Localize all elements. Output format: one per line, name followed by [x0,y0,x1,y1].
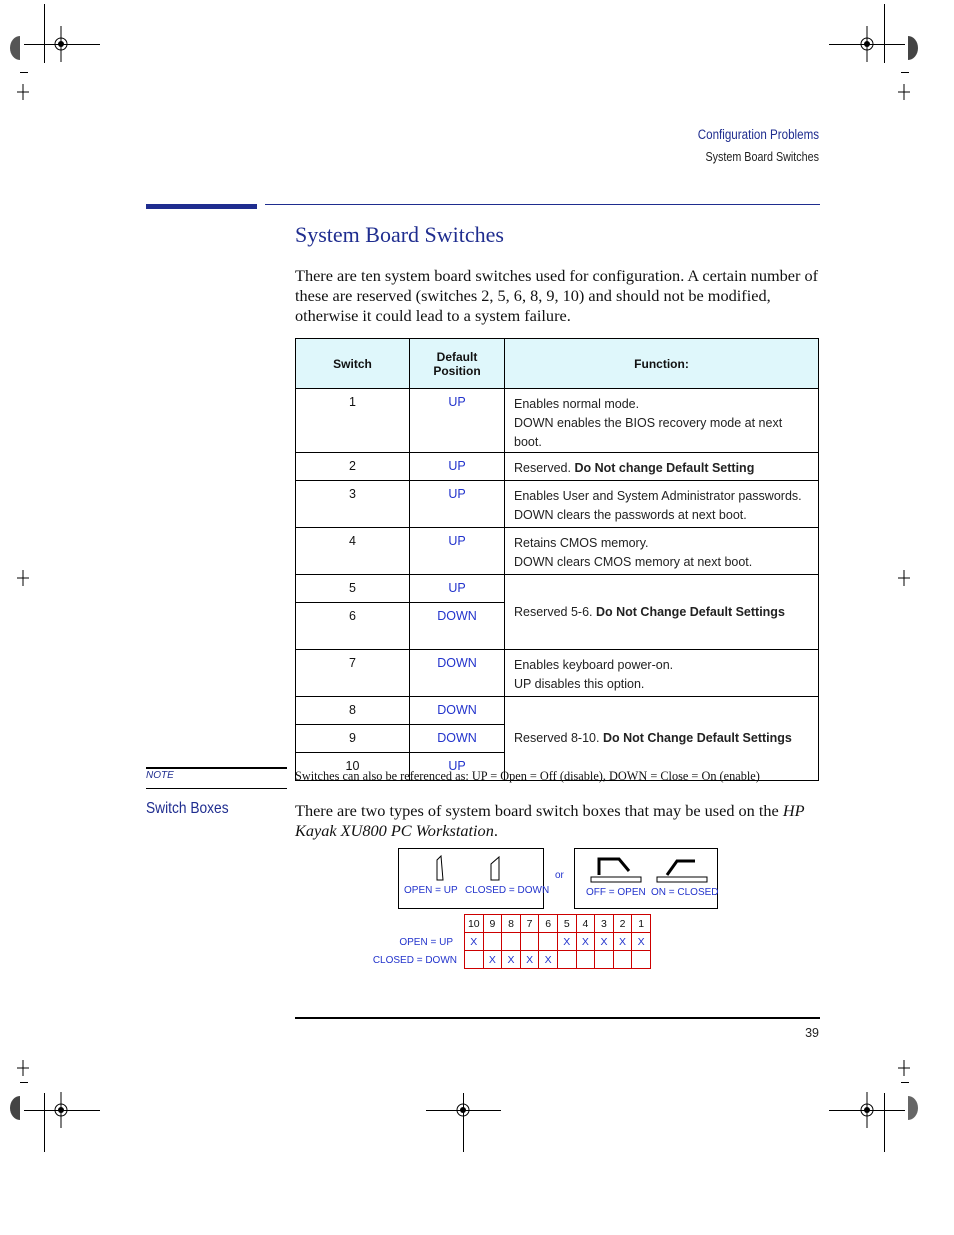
off-open-label: OFF = OPEN [586,887,646,898]
grid-cell [613,951,632,969]
grid-cell [465,951,484,969]
default-position: DOWN [410,725,505,753]
default-position: DOWN [410,650,505,697]
grid-cell: X [595,933,614,951]
closed-down-label: CLOSED = DOWN [465,885,550,896]
grid-col-label: 7 [520,915,539,933]
switch-box-type-1 [398,848,550,909]
grid-cell [576,951,595,969]
grid-col-label: 1 [632,915,651,933]
open-up-label: OPEN = UP [404,885,458,896]
function-cell: Enables normal mode. DOWN enables the BIOS recovery mode at next boot. [505,389,819,453]
grid-cell [632,951,651,969]
grid-cell: X [632,933,651,951]
grid-col-label: 4 [576,915,595,933]
note-text: Switches can also be referenced as: UP = Open = Off (disable), DOWN = Close = On (enable) [295,769,760,783]
function-cell: Reserved 8-10. Do Not Change Default Settings [505,697,819,781]
default-position: DOWN [410,603,505,650]
grid-col-label: 3 [595,915,614,933]
note-rule-bottom [146,788,287,789]
grid-cell: X [557,933,576,951]
default-position: UP [410,528,505,575]
footer-rule [295,1017,820,1019]
grid-col-label: 5 [557,915,576,933]
table-row [296,528,819,575]
note-label: NOTE [146,770,174,781]
function-cell: Enables keyboard power-on. UP disables this option. [505,650,819,697]
grid-cell [483,933,502,951]
switch-number: 9 [296,725,410,753]
header-default: Default Position [410,339,505,389]
table-row [296,697,819,725]
grid-cell [557,951,576,969]
function-cell: Reserved 5-6. Do Not Change Default Settings [505,575,819,650]
grid-cell: X [502,951,521,969]
page-number: 39 [805,1026,819,1040]
on-closed-label: ON = CLOSED [651,887,719,898]
table-row [296,481,819,528]
header-switch: Switch [296,339,410,389]
note-rule-top [146,767,287,769]
function-cell: Reserved. Do Not change Default Setting [505,453,819,481]
grid-cell: X [576,933,595,951]
slide-switch-icon [585,855,715,885]
header-function: Function: [505,339,819,389]
grid-open-row [465,933,651,951]
grid-cell [539,933,558,951]
switch-table [295,338,819,781]
switch-number: 1 [296,389,410,453]
switch-number: 2 [296,453,410,481]
switch-number: 4 [296,528,410,575]
switch-boxes-heading: Switch Boxes [146,800,229,817]
default-position: UP [410,481,505,528]
function-cell: Enables User and System Administrator passwords. DOWN clears the passwords at next boot. [505,481,819,528]
grid-row-label-closed: CLOSED = DOWN [372,955,457,966]
grid-col-label: 8 [502,915,521,933]
default-position: DOWN [410,697,505,725]
grid-cell [595,951,614,969]
switch-number: 7 [296,650,410,697]
grid-cell: X [520,951,539,969]
grid-col-label: 6 [539,915,558,933]
running-header-chapter: Configuration Problems [697,127,819,142]
intro-paragraph: There are ten system board switches used for configuration. A certain number of these are reserved (switches 2, 5, 6, 8, 9, 10) and should not be modified, otherwise it could lead to a system failure. [295,266,819,325]
table-row [296,453,819,481]
grid-closed-row [465,951,651,969]
table-row [296,389,819,453]
grid-cell: X [539,951,558,969]
running-header-section: System Board Switches [705,150,819,164]
rocker-switch-icon [429,854,539,884]
default-position: UP [410,575,505,603]
grid-cell: X [483,951,502,969]
grid-col-label: 2 [613,915,632,933]
switch-number: 6 [296,603,410,650]
table-row [296,650,819,697]
section-rule-thin [265,204,820,205]
switch-number: 3 [296,481,410,528]
default-position: UP [410,389,505,453]
section-rule-thick [146,204,257,209]
grid-cell: X [465,933,484,951]
grid-cell: X [613,933,632,951]
switch-number: 10 [296,753,410,781]
switch-setting-grid [464,914,651,969]
grid-row-label-open: OPEN = UP [399,937,453,948]
grid-cell [502,933,521,951]
function-cell: Retains CMOS memory. DOWN clears CMOS memory at next boot. [505,528,819,575]
table-header-row [296,339,819,389]
page-title: System Board Switches [295,222,504,247]
default-position: UP [410,753,505,781]
grid-col-label: 10 [465,915,484,933]
or-label: or [555,870,564,881]
switch-number: 8 [296,697,410,725]
switch-number: 5 [296,575,410,603]
default-position: UP [410,453,505,481]
switch-box-type-2 [574,848,718,909]
grid-cell [520,933,539,951]
switch-boxes-paragraph: There are two types of system board switch boxes that may be used on the HP Kayak XU800 PC Workstation. [295,801,805,840]
table-row [296,575,819,603]
grid-header-row [465,915,651,933]
grid-col-label: 9 [483,915,502,933]
